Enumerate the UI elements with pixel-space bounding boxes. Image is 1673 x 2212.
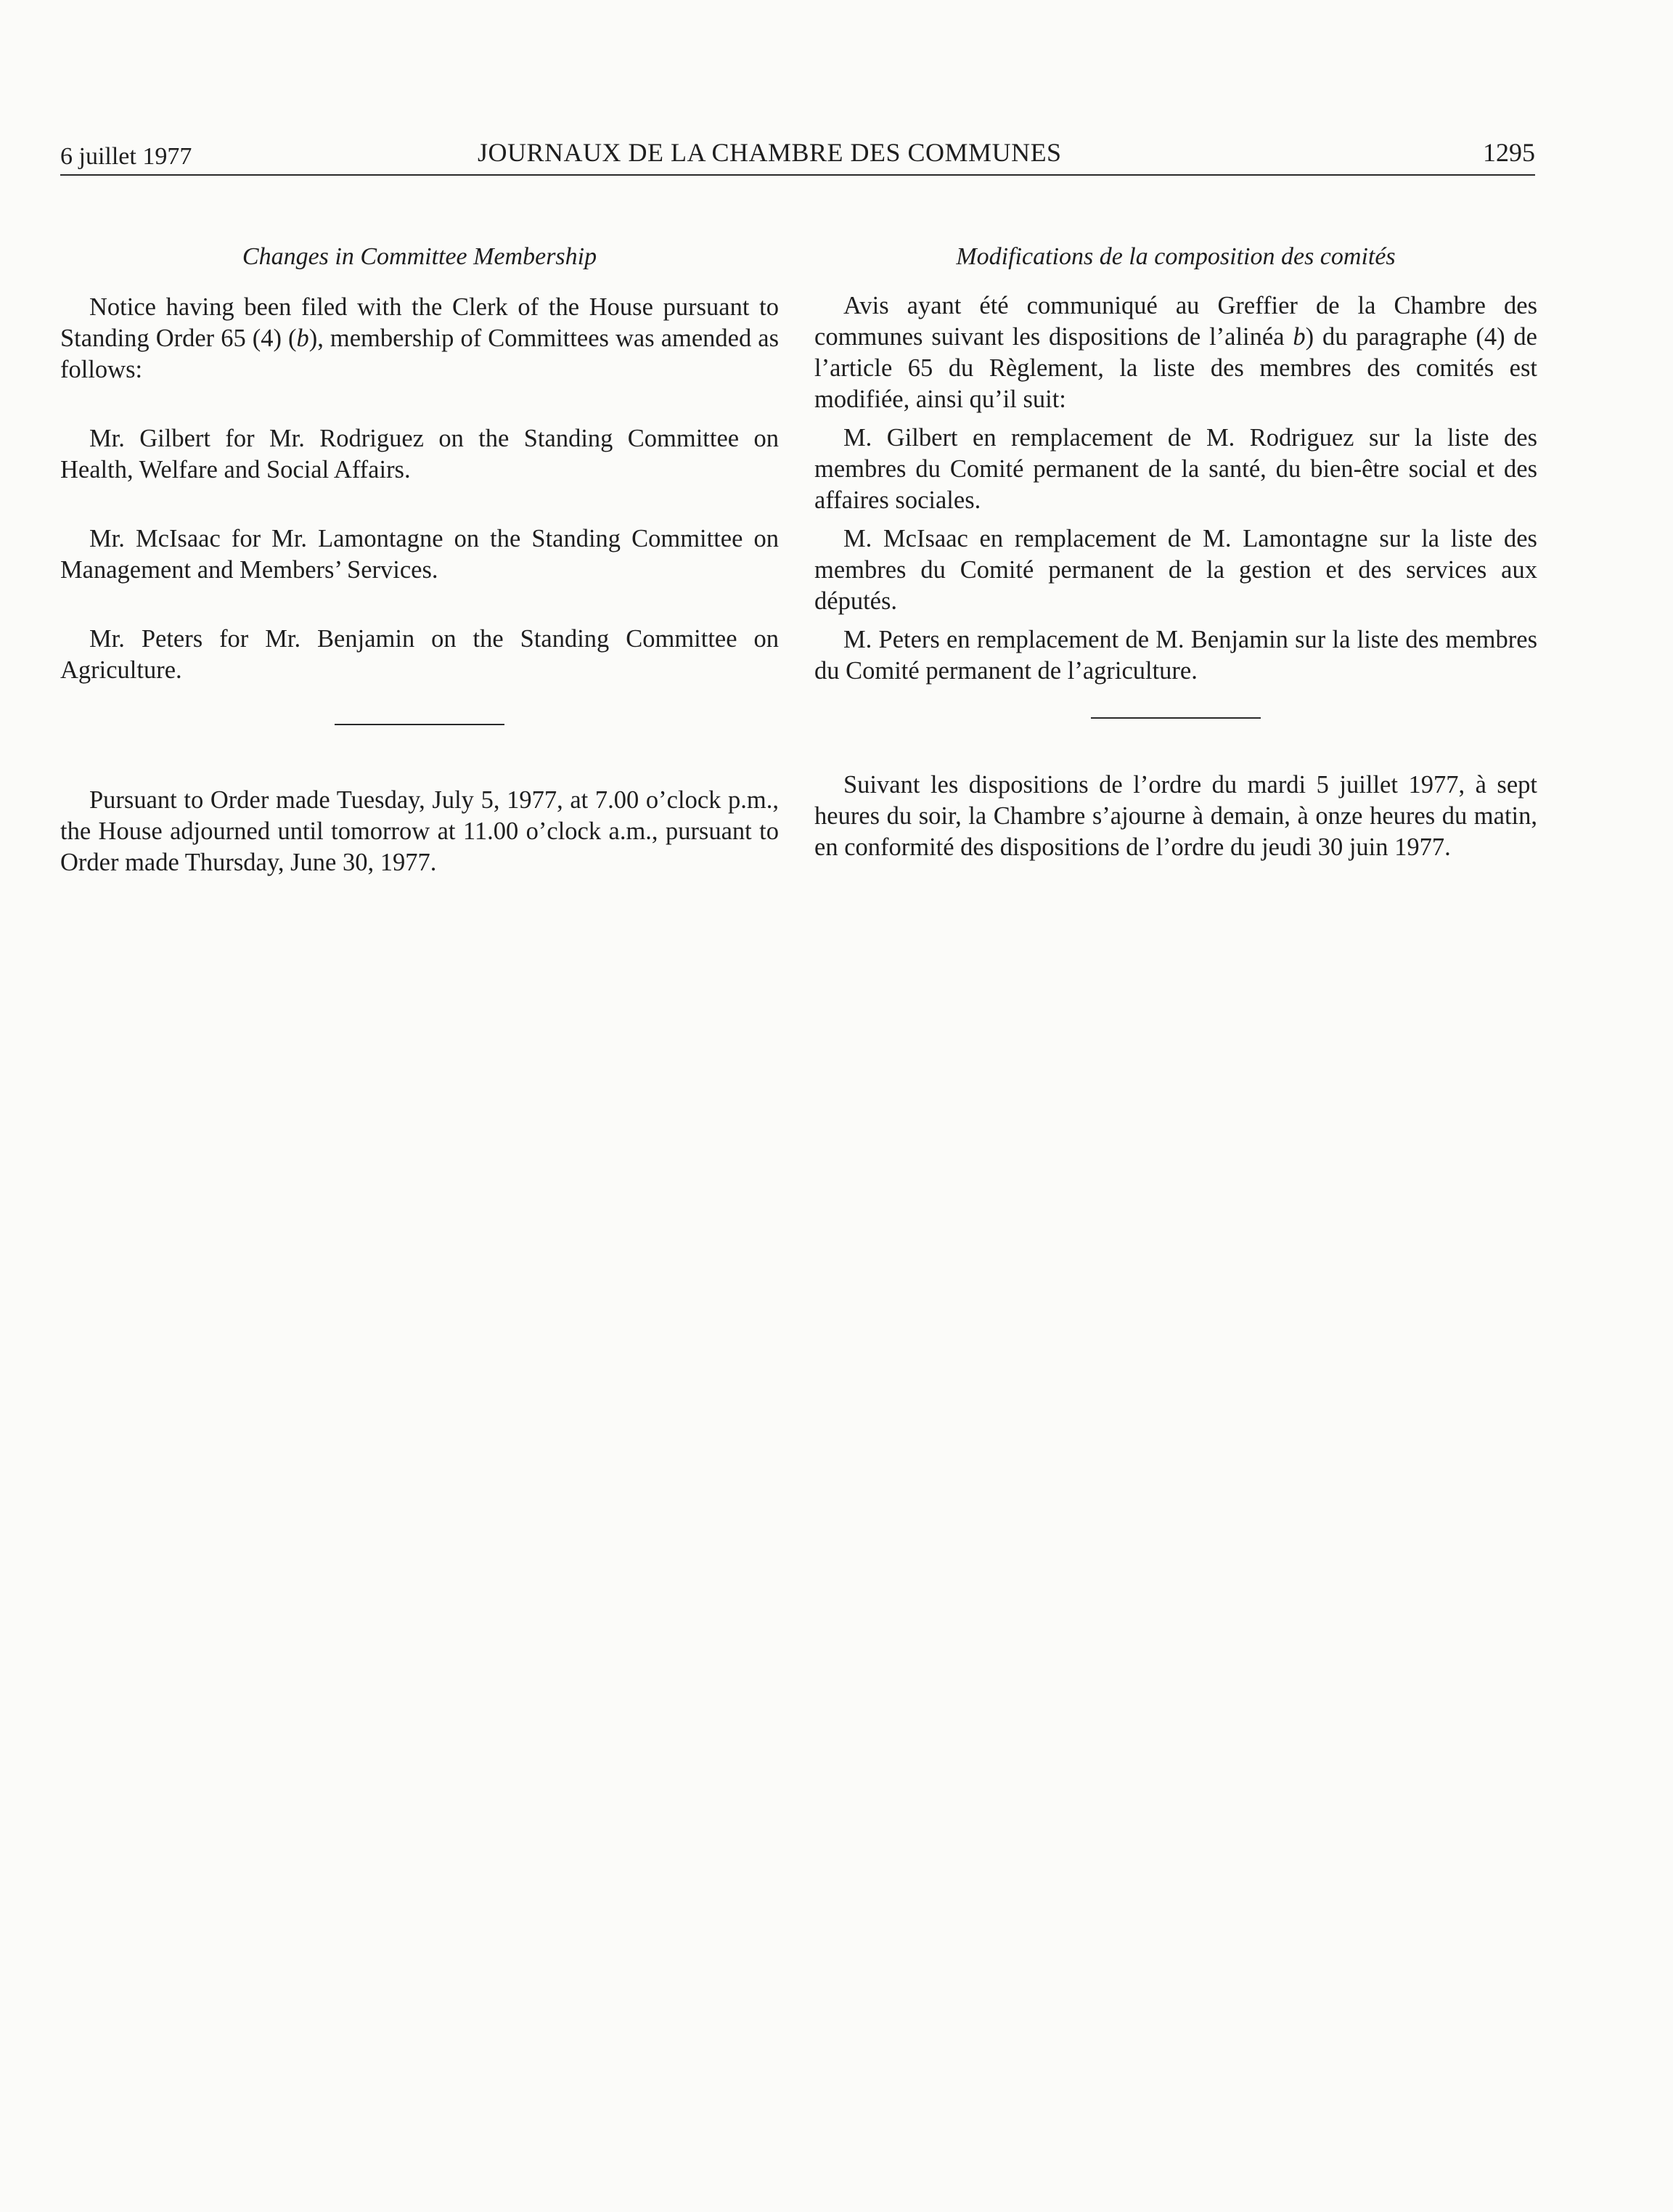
english-intro-text-start: Notice having been filed with the Clerk of the House pursuant to Standing Order 65 (4) ( (60, 293, 779, 352)
french-adjournment-paragraph: Suivant les dispositions de l’ordre du mardi 5 juillet 1977, à sept heures du soir, la Chambre s’ajourne à demain, à onze heures du matin, en conformité des dispositions de l’ordre du jeudi 30 juin 1977. (814, 771, 1537, 861)
french-section-divider (1091, 717, 1261, 719)
english-section-divider (335, 724, 504, 725)
page-number: 1295 (1483, 138, 1535, 167)
french-intro-paragraph (814, 290, 1537, 415)
english-intro-text-end: ), membership of Committees was amended as follows: (60, 325, 779, 383)
header-date: 6 juillet 1977 (60, 143, 192, 170)
english-heading: Changes in Committee Membership (242, 243, 597, 270)
english-membership-change-1: Mr. Gilbert for Mr. Rodriguez on the Standing Committee on Health, Welfare and Social Affairs. (60, 425, 779, 483)
english-adjournment-paragraph: Pursuant to Order made Tuesday, July 5, 1977, at 7.00 o’clock p.m., the House adjourned until tomorrow at 11.00 o’clock a.m., pursuant to Order made Thursday, June 30, 1977. (60, 786, 779, 876)
page-header (60, 133, 1535, 176)
french-membership-change-2: M. McIsaac en remplacement de M. Lamontagne sur la liste des membres du Comité permanent de la gestion et des services aux députés. (814, 525, 1537, 615)
french-intro-text-end: ) du paragraphe (4) de l’article 65 du Règlement, la liste des membres des comités est modifiée, ainsi qu’il suit: (814, 323, 1537, 413)
french-membership-change-3: M. Peters en remplacement de M. Benjamin sur la liste des membres du Comité permanent de l’agriculture. (814, 626, 1537, 685)
english-membership-change-2: Mr. McIsaac for Mr. Lamontagne on the Standing Committee on Management and Members’ Services. (60, 525, 779, 584)
header-title: JOURNAUX DE LA CHAMBRE DES COMMUNES (478, 138, 1062, 167)
french-intro-italic: b (1293, 323, 1306, 351)
header-rule (60, 174, 1535, 176)
english-intro-paragraph (60, 292, 779, 385)
english-membership-change-3: Mr. Peters for Mr. Benjamin on the Standing Committee on Agriculture. (60, 625, 779, 684)
english-column (60, 240, 779, 878)
french-membership-change-1: M. Gilbert en remplacement de M. Rodriguez sur la liste des membres du Comité permanent de la santé, du bien-être social et des affaires sociales. (814, 424, 1537, 514)
french-heading: Modifications de la composition des comités (956, 243, 1396, 270)
french-intro-text-start: Avis ayant été communiqué au Greffier de la Chambre des communes suivant les dispositions de l’alinéa (814, 292, 1537, 351)
french-column (814, 240, 1537, 863)
english-intro-italic: b (296, 325, 309, 352)
